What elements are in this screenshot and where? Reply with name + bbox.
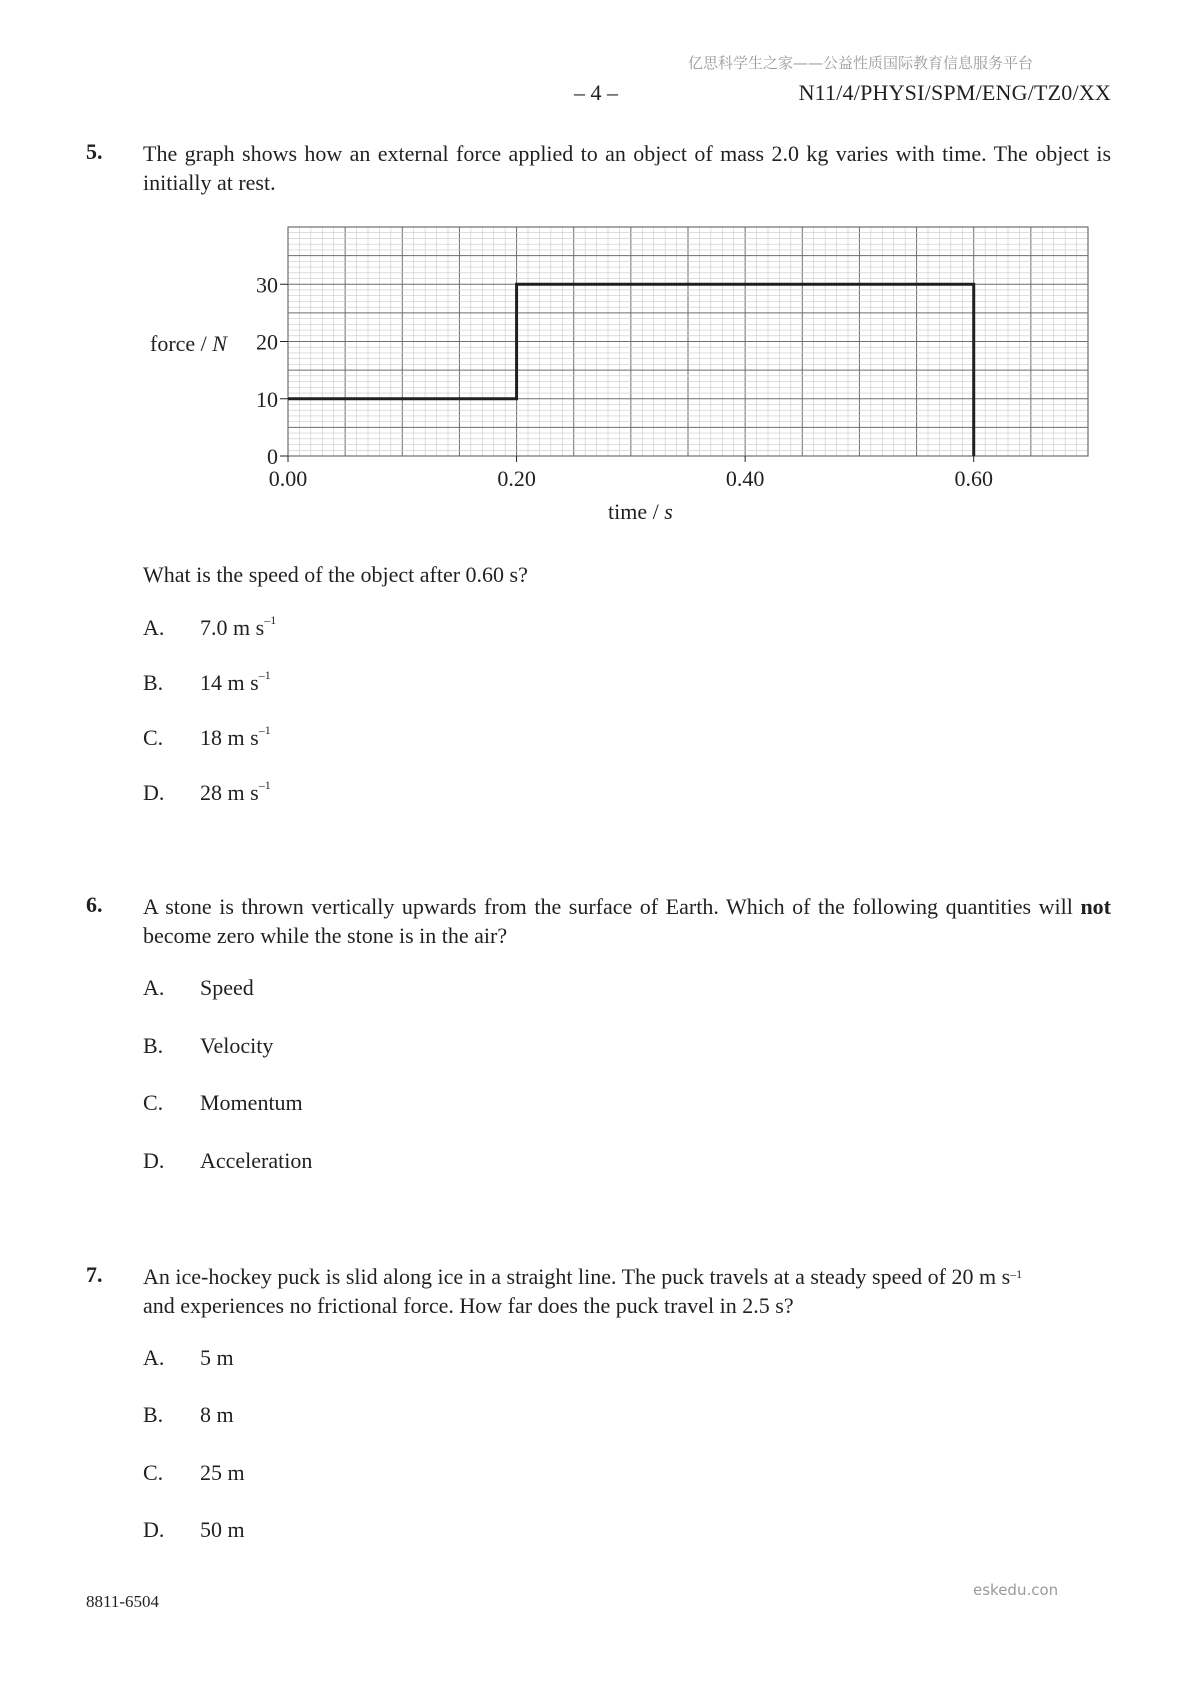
option-value: 8 m — [200, 1402, 234, 1427]
y-axis-label-unit: N — [212, 331, 227, 356]
option-letter: C. — [143, 725, 164, 750]
watermark-header: 亿思科学生之家——公益性质国际教育信息服务平台 — [688, 54, 1034, 72]
question-6-option — [143, 975, 254, 1005]
y-tick-label: 20 — [256, 329, 278, 355]
option-letter: A. — [143, 1345, 165, 1370]
y-axis-label — [150, 331, 228, 356]
option-letter: B. — [143, 670, 164, 695]
option-value: 28 m s — [200, 780, 259, 805]
page-number: – 4 – — [574, 80, 618, 105]
option-value: 14 m s — [200, 670, 259, 695]
option-letter: B. — [143, 1402, 164, 1427]
question-6-text-bold: not — [1080, 894, 1111, 919]
question-6-option — [143, 1090, 303, 1120]
question-5-prompt: What is the speed of the object after 0.60 s? — [143, 562, 528, 587]
question-7-option — [143, 1460, 245, 1490]
question-7-line1-sup: –1 — [1010, 1267, 1023, 1281]
option-value: 18 m s — [200, 725, 259, 750]
question-7-line1: An ice-hockey puck is slid along ice in a straight line. The puck travels at a steady speed of 20 m s — [143, 1264, 1011, 1289]
footer-code: 8811-6504 — [86, 1592, 160, 1611]
force-time-graph — [130, 215, 1110, 525]
question-5-number: 5. — [86, 139, 103, 164]
question-7-option — [143, 1517, 245, 1547]
question-6-text — [143, 892, 1111, 950]
question-6-text-before: A stone is thrown vertically upwards from the surface of Earth. Which of the following quantities will — [143, 894, 1081, 919]
option-unit-exponent: –1 — [258, 778, 271, 792]
option-value: Speed — [200, 975, 254, 1000]
option-value: 50 m — [200, 1517, 245, 1542]
option-value: Acceleration — [200, 1148, 313, 1173]
option-unit-exponent: –1 — [258, 668, 271, 682]
footer-site: eskedu.con — [973, 1581, 1059, 1599]
paper-code: N11/4/PHYSI/SPM/ENG/TZ0/XX — [798, 80, 1111, 105]
y-tick-label: 0 — [267, 444, 278, 469]
option-letter: D. — [143, 1148, 165, 1173]
question-6-option — [143, 1033, 273, 1063]
option-letter: D. — [143, 780, 165, 805]
option-letter: D. — [143, 1517, 165, 1542]
option-value: 25 m — [200, 1460, 245, 1485]
question-7-line2: and experiences no frictional force. How far does the puck travel in 2.5 s? — [143, 1293, 794, 1318]
option-letter: A. — [143, 975, 165, 1000]
x-axis-label-quantity: time / — [608, 499, 665, 524]
option-unit-exponent: –1 — [258, 723, 271, 737]
option-letter: C. — [143, 1460, 164, 1485]
question-6-number: 6. — [86, 892, 103, 917]
option-letter: A. — [143, 615, 165, 640]
x-tick-label: 0.40 — [725, 466, 765, 491]
y-tick-label: 10 — [256, 386, 278, 412]
question-7-text — [143, 1262, 1111, 1320]
question-5-option — [143, 615, 276, 645]
y-axis-label-quantity: force / — [150, 331, 213, 356]
question-5-option — [143, 780, 271, 810]
option-value: 5 m — [200, 1345, 234, 1370]
question-7-option — [143, 1402, 234, 1432]
option-letter: B. — [143, 1033, 164, 1058]
option-letter: C. — [143, 1090, 164, 1115]
x-tick-label: 0.00 — [268, 466, 308, 491]
y-tick-label: 30 — [256, 272, 278, 298]
option-value: 7.0 m s — [200, 615, 265, 640]
question-5-text: The graph shows how an external force applied to an object of mass 2.0 kg varies with time. The object is initially at rest. — [143, 141, 1111, 195]
option-unit-exponent: –1 — [264, 613, 277, 627]
x-axis-label — [608, 499, 673, 524]
option-value: Momentum — [200, 1090, 303, 1115]
question-7-option — [143, 1345, 234, 1375]
option-value: Velocity — [200, 1033, 274, 1058]
question-7-number: 7. — [86, 1262, 103, 1287]
x-tick-label: 0.20 — [497, 466, 536, 491]
x-tick-label: 0.60 — [954, 466, 993, 491]
question-5-option — [143, 670, 271, 700]
x-axis-label-unit: s — [664, 499, 673, 524]
question-6-text-after: become zero while the stone is in the air? — [143, 923, 508, 948]
question-5-option — [143, 725, 271, 755]
question-6-option — [143, 1148, 312, 1178]
